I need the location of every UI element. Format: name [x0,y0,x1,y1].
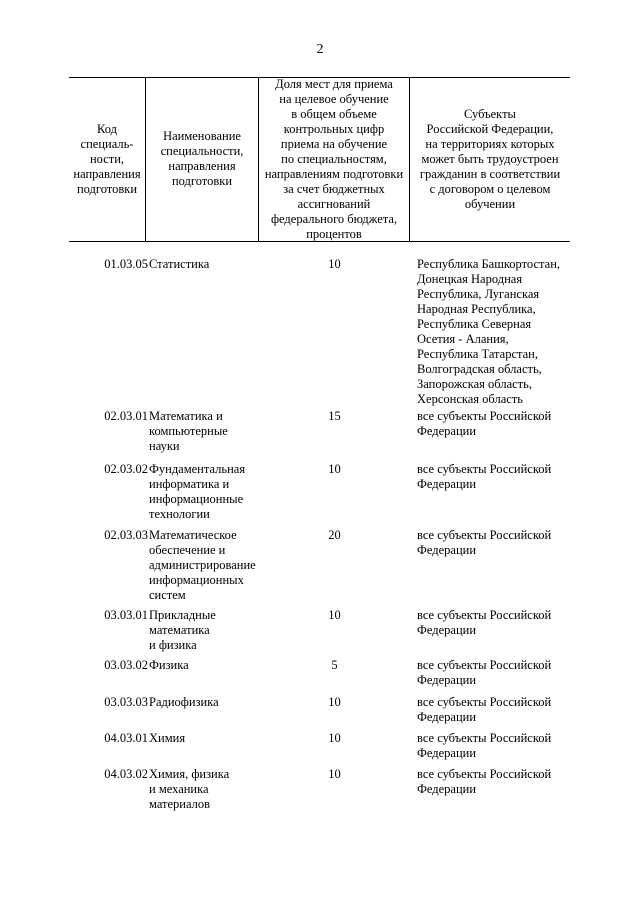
row-code: 02.03.01 [104,409,148,423]
header-share-line: в общем объеме [291,106,377,121]
row-subjects-line: все субъекты Российской [417,462,552,476]
header-code-line: направления [73,166,141,181]
row-subjects-line: Республика, Луганская [417,287,540,301]
row-subjects [417,658,570,688]
row-name-line: Химия, физика [149,767,230,781]
header-share-line: Доля мест для приема [275,76,393,91]
header-name-line: направления [168,159,236,173]
row-name [149,257,259,272]
header-subjects-line: Субъекты [464,106,516,121]
row-name-line: Фундаментальная [149,462,246,476]
header-share-line: федерального бюджета, [270,211,398,226]
row-subjects [417,767,570,797]
row-name-line: Математика и [149,409,223,423]
header-share-line: контрольных цифр [283,121,385,136]
row-code: 03.03.03 [104,695,148,709]
row-code: 03.03.02 [104,658,148,672]
row-subjects-line: Федерации [417,424,477,438]
row-name-line: технологии [149,507,210,521]
row-subjects-line: Федерации [417,673,477,687]
row-subjects-line: Донецкая Народная [417,272,523,286]
row-subjects-line: Федерации [417,543,477,557]
row-subjects-line: все субъекты Российской [417,528,552,542]
header-subjects-line: Российской Федерации, [426,121,554,136]
row-name [149,528,259,603]
row-name-line: математика [149,623,210,637]
row-subjects-line: все субъекты Российской [417,608,552,622]
header-subjects-line: гражданин в соответствии [419,166,561,181]
row-subjects [417,409,570,439]
header-share-line: на целевое обучение [279,91,389,106]
row-name-line: Математическое [149,528,237,542]
header-share-line: по специальностям, [281,151,387,166]
row-subjects [417,462,570,492]
row-subjects-line: все субъекты Российской [417,731,552,745]
row-code: 01.03.05 [104,257,148,271]
row-code: 02.03.02 [104,462,148,476]
header-name-line: специальности, [160,144,244,158]
row-subjects-line: Республика Татарстан, [417,347,538,361]
row-subjects-line: Федерации [417,623,477,637]
row-name-line: администрирование [149,558,256,572]
header-name [146,77,258,241]
row-subjects-line: Федерации [417,746,477,760]
row-subjects [417,695,570,725]
row-name [149,462,259,522]
row-subjects-line: Запорожская область, [417,377,532,391]
row-subjects-line: все субъекты Российской [417,658,552,672]
row-code: 02.03.03 [104,528,148,542]
row-name-line: информатика и [149,477,230,491]
row-share: 10 [328,257,341,271]
row-subjects [417,257,570,407]
row-name-line: Радиофизика [149,695,219,709]
page-number: 2 [316,42,324,57]
row-name-line: и механика [149,782,209,796]
row-name-line: систем [149,588,186,602]
row-share: 10 [328,462,341,476]
header-code-line: ности, [89,151,125,166]
header-share-line: ассигнований [297,196,371,211]
header-code-line: специаль- [80,136,134,151]
row-subjects-line: все субъекты Российской [417,695,552,709]
row-name [149,731,259,746]
row-subjects-line: Федерации [417,477,477,491]
row-share: 20 [328,528,341,542]
row-subjects-line: все субъекты Российской [417,767,552,781]
row-name [149,409,259,454]
row-name-line: Статистика [149,257,210,271]
row-name-line: информационных [149,573,244,587]
row-share: 10 [328,608,341,622]
header-subjects-line: с договором о целевом [429,181,551,196]
row-name-line: информационные [149,492,244,506]
row-subjects-line: все субъекты Российской [417,409,552,423]
header-name-line: Наименование [163,129,241,143]
row-name-line: Прикладные [149,608,216,622]
row-share: 10 [328,695,341,709]
header-share-line: процентов [306,226,362,241]
header-subjects [410,77,570,241]
header-code-line: Код [97,121,117,136]
row-code: 03.03.01 [104,608,148,622]
row-subjects-line: Осетия - Алания, [417,332,509,346]
row-subjects-line: Херсонская область [417,392,523,406]
row-subjects-line: Республика Северная [417,317,532,331]
row-subjects [417,731,570,761]
header-subjects-line: может быть трудоустроен [421,151,559,166]
header-subjects-line: обучении [464,196,516,211]
row-name [149,695,259,710]
row-subjects-line: Народная Республика, [417,302,536,316]
row-name-line: компьютерные [149,424,228,438]
row-name-line: науки [149,439,180,453]
row-name-line: материалов [149,797,211,811]
row-subjects-line: Волгоградская область, [417,362,542,376]
row-code: 04.03.01 [104,731,148,745]
header-code-line: подготовки [76,181,138,196]
row-name [149,767,259,812]
header-code [69,77,145,241]
row-subjects [417,608,570,638]
row-share: 15 [328,409,341,423]
header-share-line: приема на обучение [280,136,388,151]
row-name-line: Химия [149,731,186,745]
header-share-line: направлениям подготовки [264,166,404,181]
row-name [149,608,259,653]
row-subjects-line: Федерации [417,782,477,796]
row-share: 10 [328,731,341,745]
header-name-line: подготовки [171,174,233,188]
row-subjects [417,528,570,558]
row-name-line: обеспечение и [149,543,226,557]
row-subjects-line: Федерации [417,710,477,724]
row-name-line: Физика [149,658,189,672]
row-code: 04.03.02 [104,767,148,781]
header-share-line: за счет бюджетных [283,181,385,196]
header-share [259,77,409,241]
row-name-line: и физика [149,638,197,652]
header-subjects-line: на территориях которых [425,136,555,151]
row-name [149,658,259,673]
row-subjects-line: Республика Башкортостан, [417,257,561,271]
row-share: 5 [331,658,338,672]
row-share: 10 [328,767,341,781]
